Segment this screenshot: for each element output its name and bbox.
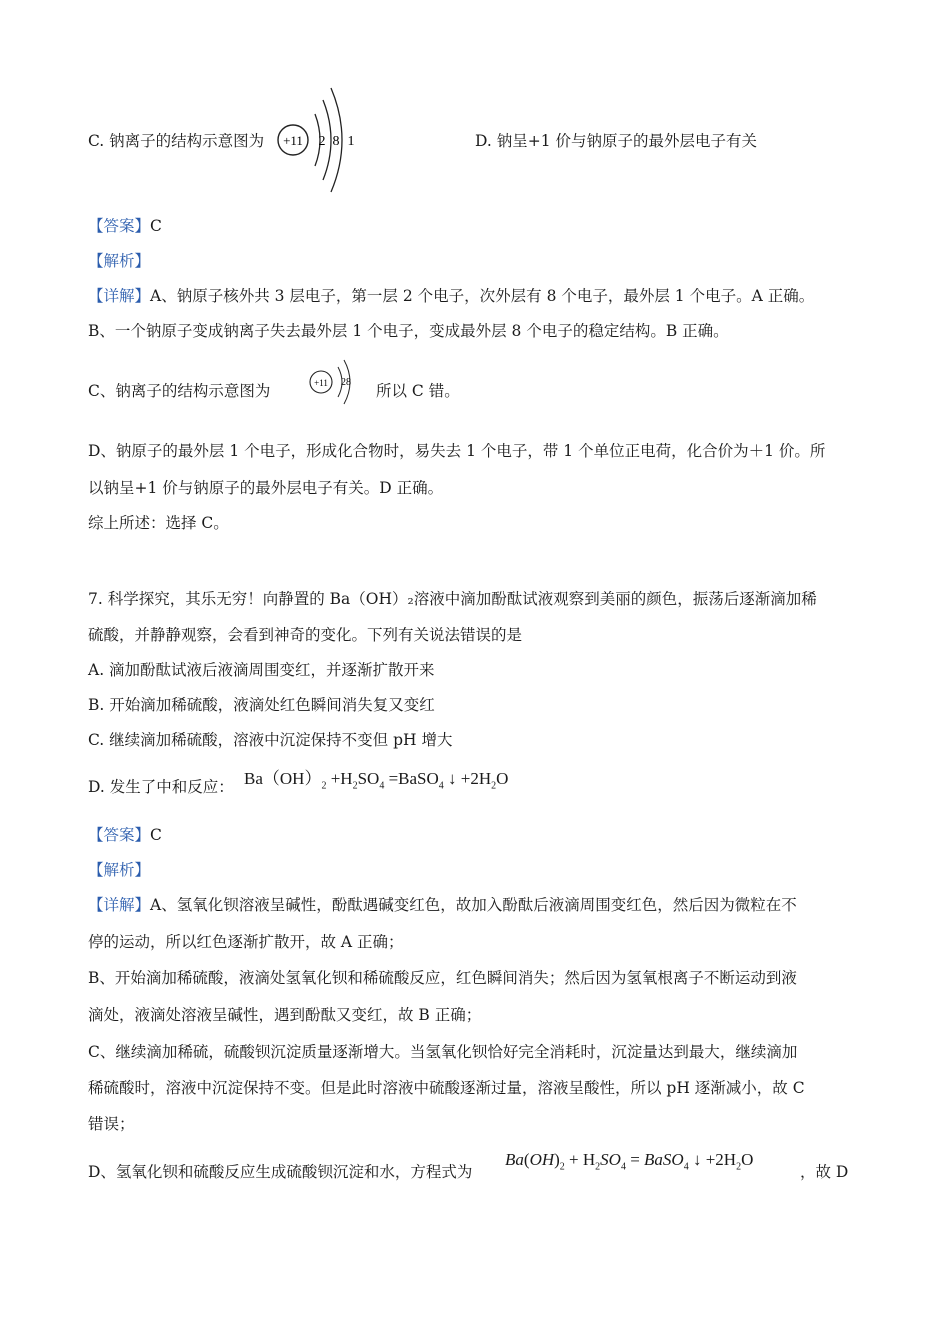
q6-detail-c-suffix: 所以 C 错。	[376, 382, 460, 400]
q6-detail-b: B、一个钠原子变成钠离子失去最外层 1 个电子，变成最外层 8 个电子的稳定结构。B 正确。	[88, 322, 729, 340]
sodium-ion-diagram	[308, 357, 358, 411]
shell-2-count: 8	[332, 134, 340, 149]
sodium-atom-diagram	[275, 84, 365, 194]
q6-option-c-text: C. 钠离子的结构示意图为	[88, 132, 265, 150]
q6-detail-c-prefix: C、钠离子的结构示意图为	[88, 382, 271, 400]
q7-detail-a-line1: 【详解】A、氢氧化钡溶液呈碱性，酚酞遇碱变红色，故加入酚酞后液滴周围变红色，然后因为微粒在不	[88, 896, 797, 914]
q7-option-d-prefix: D. 发生了中和反应：	[88, 778, 234, 796]
q6-answer	[88, 215, 162, 237]
answer-tag: 【答案】	[88, 826, 151, 844]
answer-value: C	[150, 826, 162, 844]
q6-analysis-tag: 【解析】	[88, 252, 151, 270]
q7-option-a: A. 滴加酚酞试液后液滴周围变红，并逐渐扩散开来	[88, 661, 435, 679]
shell-3-count: 1	[347, 134, 355, 149]
answer-tag: 【答案】	[88, 217, 151, 235]
answer-value: C	[150, 217, 162, 235]
detail-tag: 【详解】	[88, 896, 151, 914]
q7-analysis-tag: 【解析】	[88, 861, 151, 879]
q6-detail-d-line2: 以钠呈+1 价与钠原子的最外层电子有关。D 正确。	[88, 479, 444, 497]
q7-detail-d-prefix: D、氢氧化钡和硫酸反应生成硫酸钡沉淀和水，方程式为	[88, 1163, 473, 1181]
q7-detail-d-equation: $Ba(OH)_2 + H_2SO_4$ = BaSO$_4$ ↓ $+2H_2O$	[505, 1150, 754, 1173]
q7-detail-c-line3: 错误；	[88, 1115, 135, 1133]
q6-detail-d-line1: D、钠原子的最外层 1 个电子，形成化合物时，易失去 1 个电子，带 1 个单位正电荷，化合价为＋1 价。所	[88, 442, 826, 460]
nucleus-label: +11	[283, 133, 303, 148]
detail-tag: 【详解】	[88, 287, 151, 305]
q6-summary: 综上所述：选择 C。	[88, 514, 229, 532]
q7-option-b: B. 开始滴加稀硫酸，液滴处红色瞬间消失复又变红	[88, 696, 435, 714]
ion-nucleus-label: +11	[314, 378, 328, 388]
q7-detail-c-line2: 稀硫酸时，溶液中沉淀保持不变。但是此时溶液中硫酸逐渐过量，溶液呈酸性，所以 pH 逐渐减小，故 C	[88, 1079, 805, 1097]
shell-1-count: 2	[318, 134, 326, 149]
q7-answer	[88, 824, 162, 846]
q7-detail-b-line2: 滴处，液滴处溶液呈碱性，遇到酚酞又变红，故 B 正确；	[88, 1006, 482, 1024]
q7-stem-line1: 7. 科学探究，其乐无穷！向静置的 Ba（OH）₂溶液中滴加酚酞试液观察到美丽的颜色，振荡后逐渐滴加稀	[88, 590, 817, 608]
q7-option-d-equation: $Ba(OH)_2 +H_2SO_4$ =BaSO$_4$ ↓ $+2H_2O$	[244, 769, 509, 792]
q7-detail-a-line2: 停的运动，所以红色逐渐扩散开，故 A 正确；	[88, 933, 404, 951]
q6-detail-a: 【详解】A、钠原子核外共 3 层电子，第一层 2 个电子，次外层有 8 个电子，最外层 1 个电子。A 正确。	[88, 287, 815, 305]
q6-option-d-text: D. 钠呈+1 价与钠原子的最外层电子有关	[475, 132, 758, 150]
q7-detail-d-suffix: ，故 D	[800, 1163, 849, 1181]
q7-detail-c-line1: C、继续滴加稀硫，硫酸钡沉淀质量逐渐增大。当氢氧化钡恰好完全消耗时，沉淀量达到最大，继续滴加	[88, 1043, 798, 1061]
q7-detail-b-line1: B、开始滴加稀硫酸，液滴处氢氧化钡和稀硫酸反应，红色瞬间消失；然后因为氢氧根离子不断运动到液	[88, 969, 797, 987]
q7-option-c: C. 继续滴加稀硫酸，溶液中沉淀保持不变但 pH 增大	[88, 731, 453, 749]
q7-stem-line2: 硫酸，并静静观察，会看到神奇的变化。下列有关说法错误的是	[88, 626, 523, 644]
ion-shell-counts: 28	[341, 377, 351, 388]
